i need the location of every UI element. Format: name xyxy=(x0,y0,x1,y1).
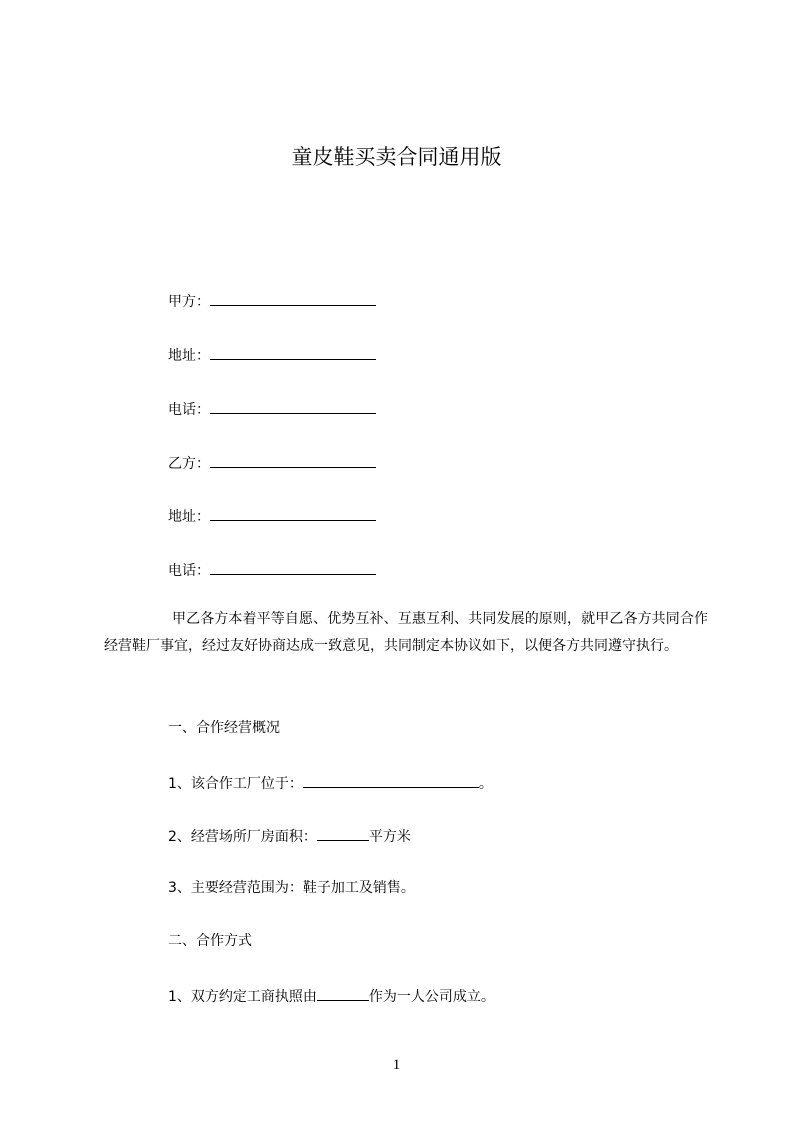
section1-heading: 一、合作经营概况 xyxy=(168,720,280,736)
section2-heading: 二、合作方式 xyxy=(168,933,252,949)
party-b-name-label: 乙方： xyxy=(168,456,210,472)
party-a-phone-field xyxy=(168,399,376,419)
party-b-name-blank xyxy=(210,453,376,468)
party-b-address-field xyxy=(168,506,376,526)
intro-paragraph xyxy=(104,606,708,659)
section1-item1-suffix: 。 xyxy=(478,776,493,792)
section1-item2 xyxy=(168,826,411,846)
location-blank xyxy=(303,773,479,788)
party-a-address-blank xyxy=(210,345,376,360)
section1-item1-prefix: 1、该合作工厂位于： xyxy=(168,776,303,792)
party-a-address-field xyxy=(168,345,376,365)
page-number: 1 xyxy=(392,1057,401,1073)
party-b-phone-blank xyxy=(210,560,376,575)
party-b-address-label: 地址： xyxy=(168,509,210,525)
party-a-name-label: 甲方： xyxy=(168,294,210,310)
section1-item3: 3、主要经营范围为：鞋子加工及销售。 xyxy=(168,880,415,896)
party-a-name-field xyxy=(168,291,376,311)
party-b-phone-field xyxy=(168,560,376,580)
party-b-phone-label: 电话： xyxy=(168,563,210,579)
party-a-address-label: 地址： xyxy=(168,348,210,364)
section2-item1-suffix: 作为一人公司成立。 xyxy=(368,989,495,1005)
license-holder-blank xyxy=(317,986,369,1001)
section2-item1 xyxy=(168,986,495,1006)
section1-item1 xyxy=(168,773,493,793)
party-a-phone-label: 电话： xyxy=(168,402,210,418)
intro-paragraph-text: 甲乙各方本着平等自愿、优势互补、互惠互利、共同发展的原则，就甲乙各方共同合作经营鞋厂事宜，经过友好协商达成一致意见，共同制定本协议如下，以便各方共同遵守执行。 xyxy=(104,611,708,654)
party-a-phone-blank xyxy=(210,399,376,414)
section2-item1-prefix: 1、双方约定工商执照由 xyxy=(168,989,317,1005)
party-b-name-field xyxy=(168,453,376,473)
party-a-name-blank xyxy=(210,291,376,306)
party-b-address-blank xyxy=(210,506,376,521)
area-blank xyxy=(317,826,369,841)
page-title: 童皮鞋买卖合同通用版 xyxy=(291,145,502,169)
section1-item2-suffix: 平方米 xyxy=(368,829,411,845)
section1-item2-prefix: 2、经营场所厂房面积： xyxy=(168,829,317,845)
